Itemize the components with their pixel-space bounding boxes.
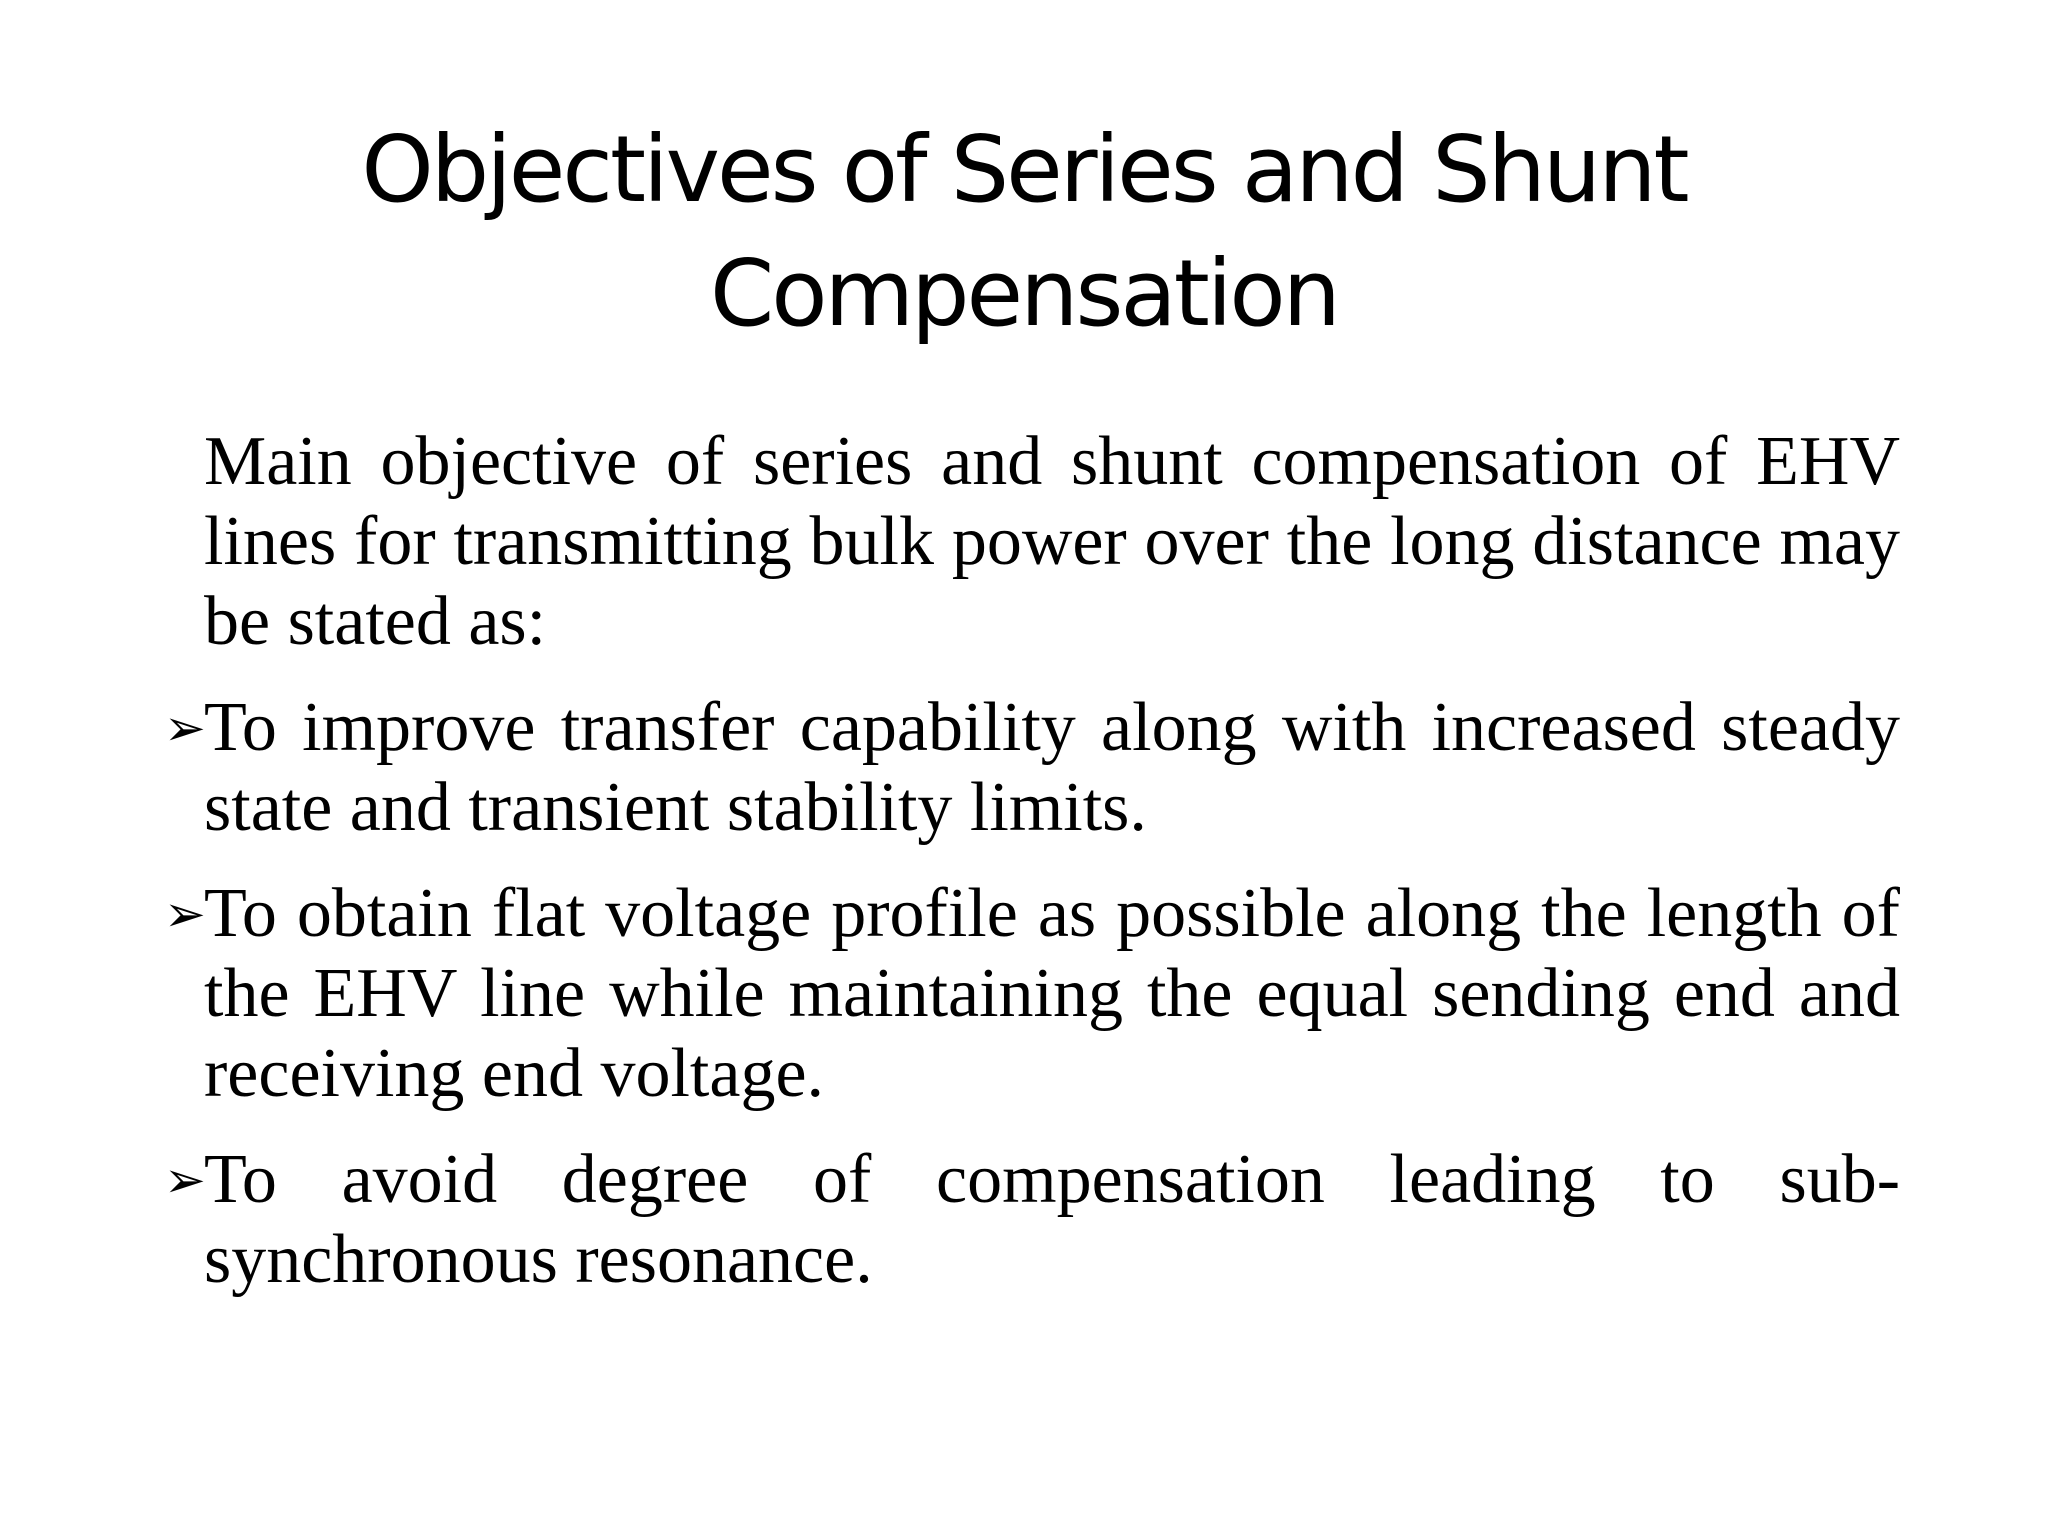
slide-title xyxy=(150,108,1898,356)
bullet-item xyxy=(166,1140,1900,1300)
bullet-text: To avoid degree of compensation leading to sub-synchronous resonance. xyxy=(204,1141,1900,1298)
slide-title-line-1: Objectives of Series and Shunt xyxy=(361,116,1687,223)
intro-paragraph: Main objective of series and shunt compensation of EHV lines for transmitting bulk power over the long distance may be stated as: xyxy=(204,423,1900,660)
bullet-item xyxy=(166,874,1900,1114)
slide-title-line-2: Compensation xyxy=(710,240,1338,347)
arrow-bullet-icon: ➢ xyxy=(164,1151,206,1209)
bullet-item xyxy=(166,688,1900,848)
arrow-bullet-icon: ➢ xyxy=(164,885,206,943)
arrow-bullet-icon: ➢ xyxy=(164,699,206,757)
bullet-text: To improve transfer capability along with increased steady state and transient stability limits. xyxy=(204,689,1900,846)
bullet-text: To obtain flat voltage profile as possible along the length of the EHV line while maintaining the equal sending end and receiving end voltage. xyxy=(204,875,1900,1112)
slide-body xyxy=(166,422,1900,1300)
